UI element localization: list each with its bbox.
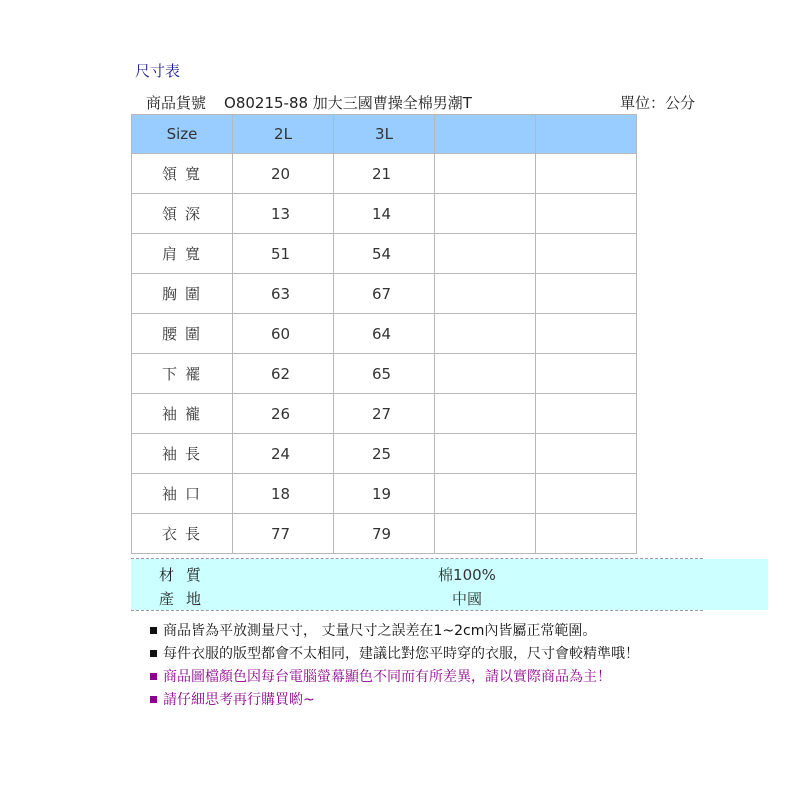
cell-3l: 14 — [334, 194, 435, 234]
product-label: 商品貨號 — [146, 94, 207, 112]
note-text: 每件衣服的版型都會不太相同，建議比對您平時穿的衣服，尺寸會較精準哦！ — [163, 646, 639, 662]
row-label: 下襬 — [132, 354, 233, 394]
cell-empty — [536, 514, 637, 554]
header-2l: 2L — [233, 115, 334, 154]
unit-label: 單位：公分 — [620, 94, 696, 112]
cell-empty — [435, 354, 536, 394]
table-row — [132, 194, 637, 234]
cell-2l: 18 — [233, 474, 334, 514]
cell-empty — [536, 354, 637, 394]
notes-list — [150, 620, 639, 712]
page-title: 尺寸表 — [135, 62, 181, 80]
cell-2l: 77 — [233, 514, 334, 554]
cell-empty — [435, 394, 536, 434]
row-label: 腰圍 — [132, 314, 233, 354]
cell-empty — [536, 434, 637, 474]
product-code-name: O80215-88 加大三國曹操全棉男潮T — [224, 94, 472, 112]
cell-2l: 13 — [233, 194, 334, 234]
cell-empty — [435, 154, 536, 194]
cell-empty — [435, 434, 536, 474]
cell-3l: 79 — [334, 514, 435, 554]
note-item — [150, 643, 639, 666]
square-bullet-icon — [150, 627, 157, 634]
material-value: 棉100% — [438, 566, 496, 584]
header-size: Size — [132, 115, 233, 154]
table-row — [132, 274, 637, 314]
cell-empty — [435, 314, 536, 354]
row-label: 領寬 — [132, 154, 233, 194]
table-row — [132, 314, 637, 354]
cell-empty — [435, 194, 536, 234]
note-item — [150, 666, 639, 689]
cell-2l: 26 — [233, 394, 334, 434]
cell-2l: 51 — [233, 234, 334, 274]
row-label: 衣長 — [132, 514, 233, 554]
cell-empty — [435, 274, 536, 314]
origin-row — [131, 585, 768, 609]
cell-empty — [435, 234, 536, 274]
cell-2l: 60 — [233, 314, 334, 354]
note-text: 商品皆為平放測量尺寸， 丈量尺寸之誤差在1~2cm內皆屬正常範圍。 — [163, 623, 597, 639]
cell-3l: 67 — [334, 274, 435, 314]
table-row — [132, 514, 637, 554]
table-row — [132, 154, 637, 194]
header-empty-4 — [435, 115, 536, 154]
cell-3l: 27 — [334, 394, 435, 434]
row-label: 袖長 — [132, 434, 233, 474]
square-bullet-icon — [150, 650, 157, 657]
cell-empty — [536, 314, 637, 354]
note-text: 請仔細思考再行購買喲~ — [163, 692, 315, 708]
table-row — [132, 474, 637, 514]
cell-2l: 20 — [233, 154, 334, 194]
table-row — [132, 234, 637, 274]
note-item — [150, 620, 639, 643]
size-table — [131, 114, 637, 554]
header-3l: 3L — [334, 115, 435, 154]
material-label: 材質 — [159, 566, 214, 584]
note-text: 商品圖檔顏色因每台電腦螢幕顯色不同而有所差異，請以實際商品為主！ — [163, 669, 611, 685]
cell-2l: 62 — [233, 354, 334, 394]
cell-empty — [536, 474, 637, 514]
material-bottom-divider — [131, 610, 703, 611]
note-item — [150, 689, 639, 712]
row-label: 胸圍 — [132, 274, 233, 314]
row-label: 肩寬 — [132, 234, 233, 274]
cell-empty — [435, 474, 536, 514]
cell-2l: 63 — [233, 274, 334, 314]
cell-empty — [536, 234, 637, 274]
cell-empty — [435, 514, 536, 554]
origin-label: 產地 — [159, 590, 214, 608]
cell-3l: 21 — [334, 154, 435, 194]
table-row — [132, 394, 637, 434]
cell-3l: 65 — [334, 354, 435, 394]
cell-3l: 19 — [334, 474, 435, 514]
size-table-header — [132, 115, 637, 154]
square-bullet-icon — [150, 673, 157, 680]
cell-empty — [536, 194, 637, 234]
cell-empty — [536, 394, 637, 434]
origin-value: 中國 — [451, 590, 482, 608]
row-label: 袖口 — [132, 474, 233, 514]
table-row — [132, 434, 637, 474]
table-row — [132, 354, 637, 394]
cell-3l: 64 — [334, 314, 435, 354]
cell-empty — [536, 274, 637, 314]
row-label: 領深 — [132, 194, 233, 234]
material-section — [131, 559, 768, 610]
cell-3l: 25 — [334, 434, 435, 474]
header-empty-5 — [536, 115, 637, 154]
square-bullet-icon — [150, 696, 157, 703]
material-row — [131, 561, 768, 585]
row-label: 袖襱 — [132, 394, 233, 434]
cell-2l: 24 — [233, 434, 334, 474]
product-info — [146, 92, 472, 113]
cell-empty — [536, 154, 637, 194]
cell-3l: 54 — [334, 234, 435, 274]
